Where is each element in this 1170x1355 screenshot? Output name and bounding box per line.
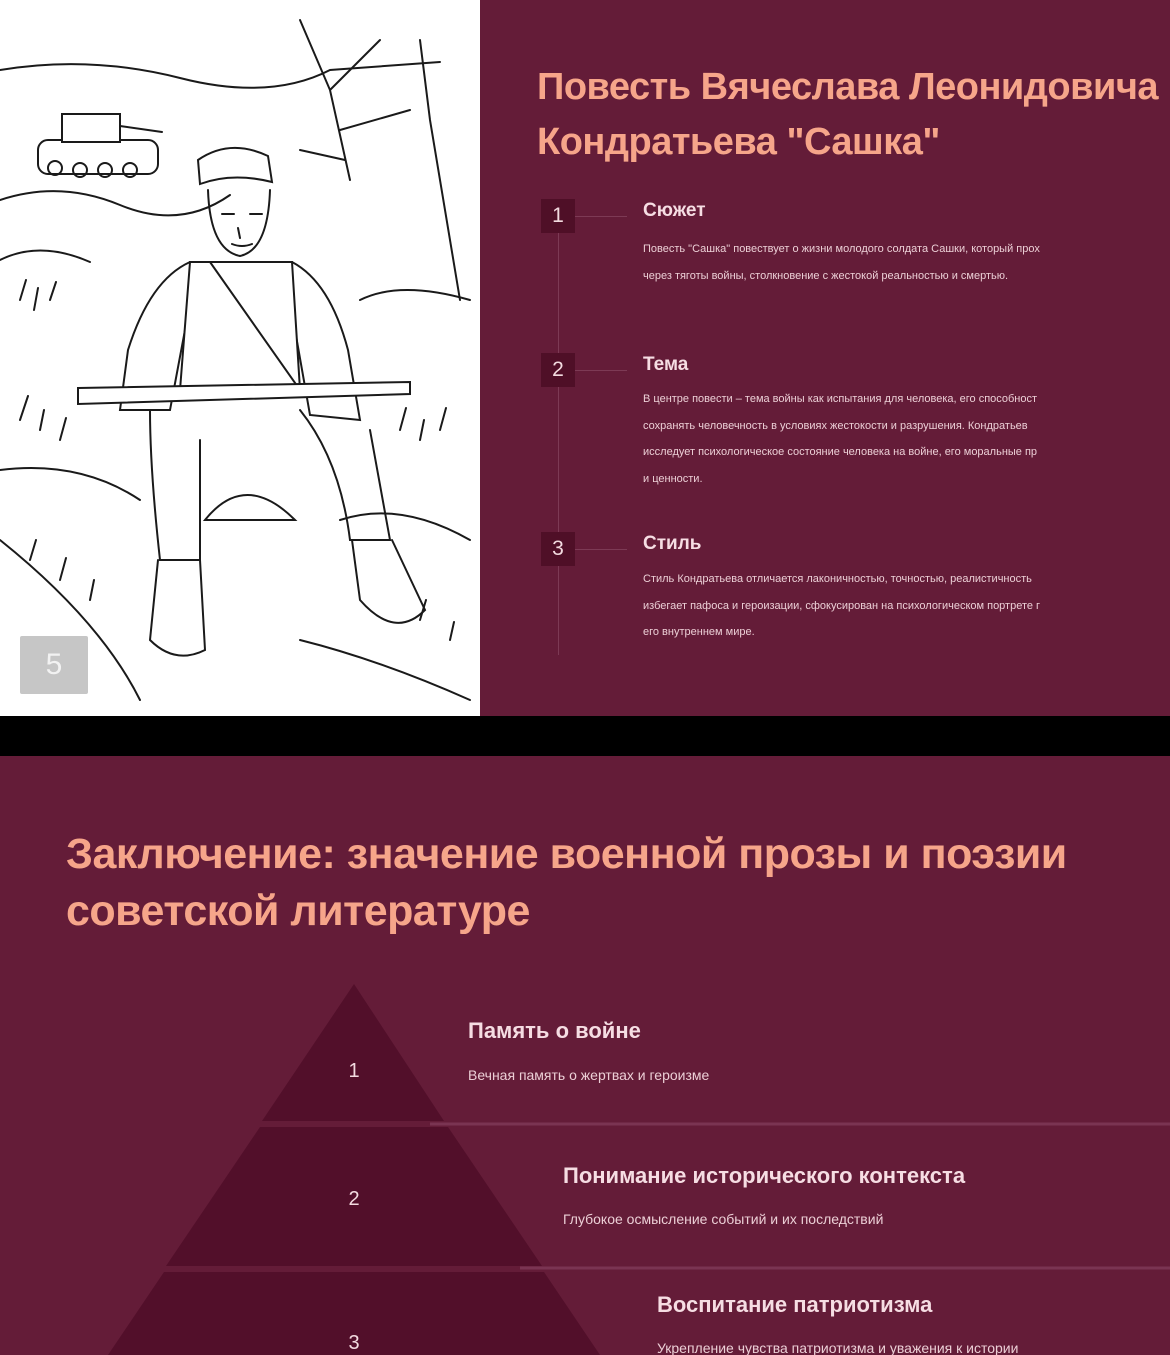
timeline-connector-3 xyxy=(575,549,627,550)
timeline-number-1: 1 xyxy=(541,199,575,233)
text-line: В центре повести – тема войны как испытания для человека, его способност xyxy=(643,393,1038,405)
text-line: Стиль Кондратьева отличается лаконичностью, точностью, реалистичность xyxy=(643,573,1032,585)
level-description-history: Глубокое осмысление событий и их последствий xyxy=(563,1211,884,1227)
level-heading-history: Понимание исторического контекста xyxy=(563,1163,966,1188)
slide-title-line-1: Повесть Вячеслава Леонидовича xyxy=(537,66,1159,108)
timeline-number-3: 3 xyxy=(541,532,575,566)
slide-title-line-2: Кондратьева "Сашка" xyxy=(537,121,940,163)
level-heading-memory: Память о войне xyxy=(468,1018,641,1043)
text-line: его внутреннем мире. xyxy=(643,626,755,638)
page-number-badge: 5 xyxy=(20,636,88,694)
soldier-illustration xyxy=(0,0,480,716)
text-line: избегает пафоса и героизации, сфокусирован на психологическом портрете г xyxy=(643,599,1041,612)
timeline-text-style xyxy=(643,566,1170,646)
timeline-connector-2 xyxy=(575,370,627,371)
timeline-text-theme xyxy=(643,386,1170,492)
level-heading-patriotism: Воспитание патриотизма xyxy=(657,1292,933,1317)
soldier-sketch-image xyxy=(0,0,480,716)
timeline-heading-style: Стиль xyxy=(643,533,702,554)
pyramid-number-2: 2 xyxy=(348,1188,360,1210)
text-line: сохранять человечность в условиях жестокости и разрушения. Кондратьев xyxy=(643,419,1028,432)
text-line: исследует психологическое состояние человека на войне, его моральные пр xyxy=(643,446,1038,458)
pyramid-diagram xyxy=(0,756,1170,1355)
level-description-patriotism: Укрепление чувства патриотизма и уважения к истории xyxy=(657,1340,1019,1355)
text-line: через тяготы войны, столкновение с жестокой реальностью и смертью. xyxy=(643,269,1009,282)
pyramid-number-3: 3 xyxy=(348,1332,360,1354)
text-line: Повесть "Сашка" повествует о жизни молодого солдата Сашки, который прох xyxy=(643,243,1040,255)
pyramid-tier-1 xyxy=(262,984,444,1121)
slide-conclusion xyxy=(0,756,1170,1355)
timeline-heading-theme: Тема xyxy=(643,354,689,375)
timeline-line xyxy=(558,215,559,655)
text-line: и ценности. xyxy=(643,472,703,485)
slide-title-line-1: Заключение: значение военной прозы и поэзии xyxy=(66,830,1067,878)
timeline-heading-plot: Сюжет xyxy=(643,200,706,221)
timeline-connector-1 xyxy=(575,216,627,217)
pyramid-number-1: 1 xyxy=(348,1060,360,1082)
level-description-memory: Вечная память о жертвах и героизме xyxy=(468,1067,710,1083)
timeline-text-plot xyxy=(643,236,1170,289)
timeline-number-2: 2 xyxy=(541,353,575,387)
slide-title xyxy=(537,60,1170,170)
slide-title-line-2: советской литературе xyxy=(66,887,530,935)
